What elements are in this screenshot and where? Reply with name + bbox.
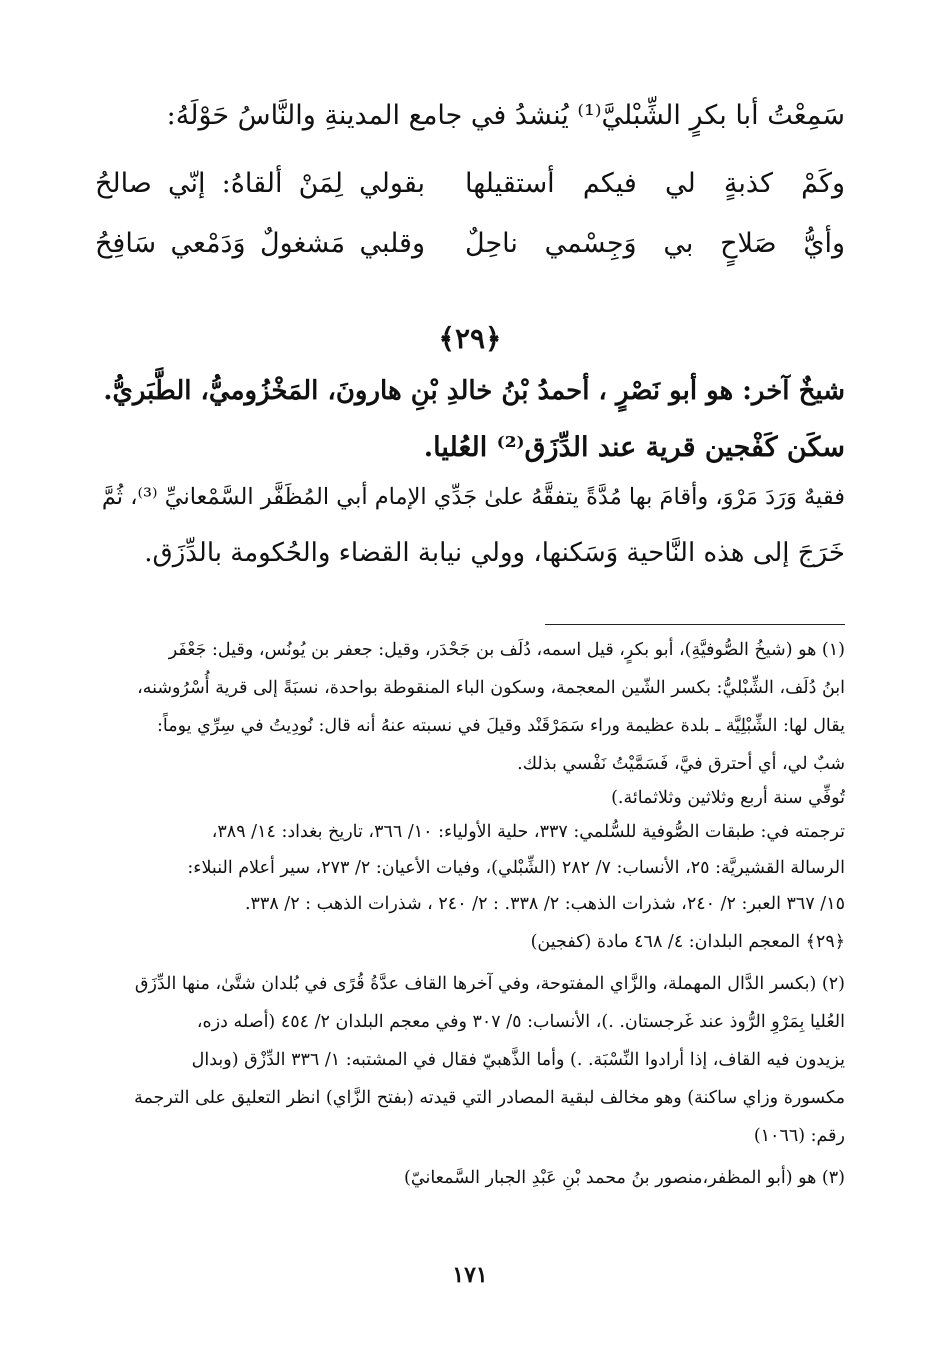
footnote-line: ﴿٢٩﴾ المعجم البلدان: ٤/ ٤٦٨ مادة (كفجين) [530,932,845,952]
footnote-line: يقال لها: الشِّبْلِيَّة ـ بلدة عظيمة وراء سَمَرْقَنْد وقيلَ في نسبته عنهُ أنه قال: نُودِيتُ في سِرِّي يوماً: [157,716,845,736]
footnote-line: ١٥/ ٣٦٧ العبر: ٢/ ٢٤٠، شذرات الذهب: ٢/ ٣٣٨. : ٢/ ٢٤٠ ، شذرات الذهب : ٢/ ٣٣٨. [244,894,845,914]
footnote-line: شبٌ لي، أي أحترق فيَّ، فَسَمَّيْتُ نَفْسي بذلك. [517,754,845,774]
footnote-line: ابنُ دُلَف، الشِّبْليُّ: بكسر الشّين المعجمة، وسكون الباء المنقوطة بواحدة، نسبَةً إلى قرية أُسْرُوشنه، [137,678,845,698]
footnote-line: (٢) (بكسر الدَّال المهملة، والزَّاي المفتوحة، وفي آخرها القاف عدَّةُ قُرًى في بُلدان شتَّىٰ، منها الدِّزَق [134,974,845,994]
entry-body-line-1: فقيهٌ وَرَدَ مَرْوَ، وأقامَ بها مُدَّةً يتفقَّهُ علىٰ جَدِّي الإمام أبي المُظَفَّر السَّمْعانيِّ ⁽³⁾، ثُمَّ [101,484,845,510]
verse-1-first-hemistich: وكَمْ كذبةٍ لي فيكم أستقيلها [465,168,845,199]
footnote-line: (٣) هو (أبو المظفر،منصور بنُ محمد بْنِ عَبْدِ الجبار السَّمعانيّ) [404,1168,845,1188]
entry-residence: سكَن كَفْجين قرية عند الدِّزَق⁽²⁾ العُليا. [423,432,845,463]
footnote-line: تُوفِّي سنة أربع وثلاثين وثلاثمائة.) [611,788,845,808]
verse-2-first-hemistich: وأيُّ صَلاحٍ بي وَجِسْمي ناحِلٌ [465,228,845,259]
verse-1 [95,168,845,212]
footnote-line: (١) هو (شيخُ الصُّوفيَّةِ)، أبو بكرٍ، قيل اسمه، دُلَف بن جَحْدَر، وقيل: جعفر بن يُونُس، وقيل: جَعْفَر [168,640,845,660]
page-number: ١٧١ [452,1262,488,1288]
verse-2-second-hemistich: وقلبي مَشغولٌ وَدَمْعي سَافِحُ [95,228,425,259]
footnote-separator [545,624,845,625]
entry-body-line-2: خَرَجَ إلى هذه النَّاحية وَسَكنها، وولي نيابة القضاء والحُكومة بالدِّزَق. [144,538,845,568]
entry-number: ﴿٢٩﴾ [438,322,502,355]
footnote-line: مكسورة وزاي ساكنة) وهو مخالف لبقية المصادر التي قيدته (بفتح الزَّاي) انظر التعليق على الترجمة [134,1088,845,1108]
footnote-line: ترجمته في: طبقات الصُّوفية للسُّلمي: ٣٣٧، حلية الأولياء: ١٠/ ٣٦٦، تاريخ بغداد: ١٤/ ٣٨٩، [211,822,845,842]
footnote-line: العُليا بِمَرْوِ الرُّوذ عند غَرجستان. .)، الأنساب: ٥/ ٣٠٧ وفي معجم البلدان ٢/ ٤٥٤ (أصله دزه، [196,1012,845,1032]
poem-intro: سَمِعْتُ أبا بكرٍ الشِّبْليَّ⁽¹⁾ يُنشدُ في جامع المدينةِ والنَّاسُ حَوْلَهُ: [166,100,845,131]
verse-1-second-hemistich: بقولي لِمَنْ ألقاهُ: إنّي صالحُ [95,168,425,199]
verse-2 [95,228,845,272]
footnote-line: الرسالة القشيريَّة: ٢٥، الأنساب: ٧/ ٢٨٢ (الشِّبْلي)، وفيات الأعيان: ٢/ ٢٧٣، سير أعلام النبلاء: [187,858,845,878]
footnote-line: يزيدون فيه القاف، إذا أرادوا النِّسْبَة. .) وأما الذَّهبيّ فقال في المشتبه: ١/ ٣٣٦ الدِّزْق (وبدال [191,1050,845,1070]
entry-heading: شيخٌ آخر: هو أبو نَصْرٍ ، أحمدُ بْنُ خالدِ بْنِ هارونَ، المَخْزُوميُّ، الطَّبَريُّ. [103,376,845,406]
footnote-line: رقم: (١٠٦٦) [753,1126,845,1146]
